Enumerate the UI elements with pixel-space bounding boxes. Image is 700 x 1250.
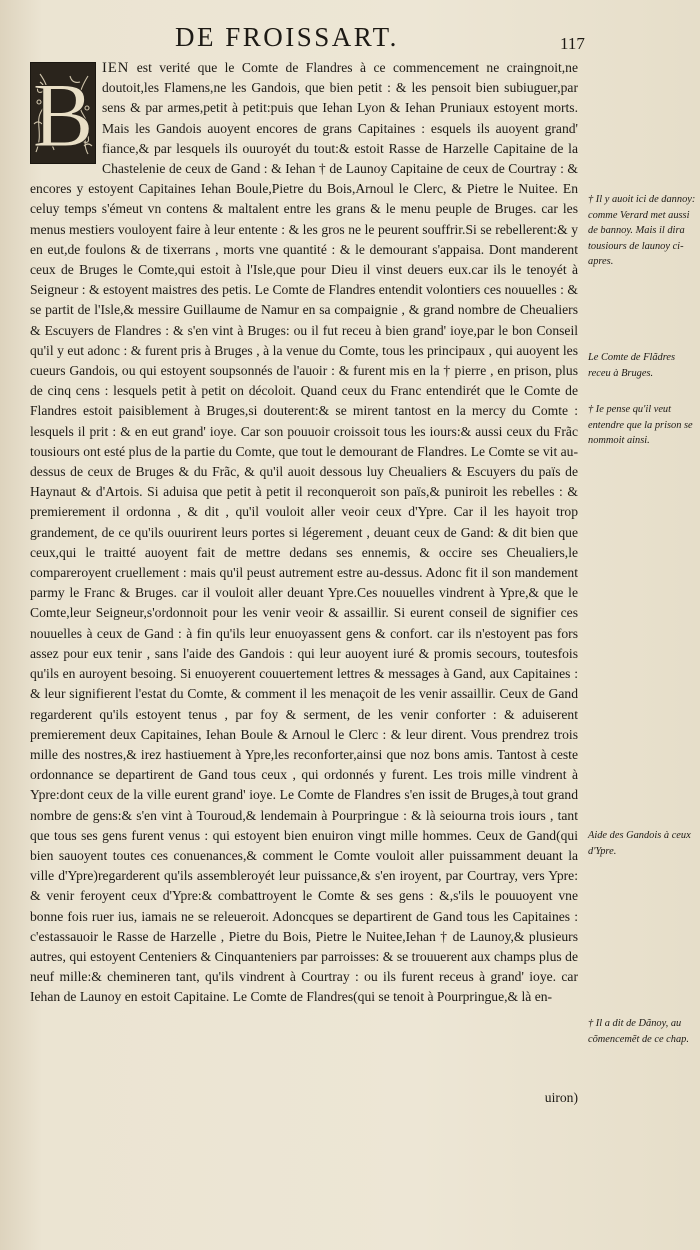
catchword: uiron) — [544, 1090, 578, 1105]
initial-letter: B — [32, 64, 94, 164]
body-paragraph: est verité que le Comte de Flandres à ce commencement ne craingnoit,ne doutoit,les Flamens,ne les Gandois, que bien petit : & les pensoit bien subiuguer,par sens & par armes,petit à petit:puis que Iehan Lyon & Iehan Pruniaux estoyent morts. Mais les Gandois auoyent encores de grans Capitaines : esquels ils auoyent grand' fiance,& par lesquels ils ouuroyét du tout:& estoit Rasse de Harzelle Capitaine de la Chastelenie de ceux de Gand : & Iehan † de Launoy Capitaine de ceux de Courtray : & encores y estoyent Capitaines Iehan Boule,Pietre du Bois,Arnoul le Clerc, & Pietre le Nuitee. En celuy temps s'émeut vn contens & maltalent entre les grans & le menu peuple de Bruges. car les menus mestiers vouloyent faire à leur entente : & les gros ne le peurent souffrir.Si se rebellerent:& y en eut,de foulons & de tixerrans , morts vne quantité : & le demourant s'appaisa. Dont manderent ceux de Bruges le Comte,qui estoit à l'Isle,que pour Dieu il vinst deuers eux.car ils le tenoyét à Seigneur : & estoyent maistres des petis. Le Comte de Flandres entendit volontiers ces nouuelles : & se partit de l'Isle,& messire Guillaume de Namur en sa compaignie , & grand nombre de Cheualiers & Escuyers de Flandres : & s'en vint à Bruges: ou il fut receu à bien grand' ioye,par le bon Conseil qu'il y eut adonc : & furent pris à Bruges , à la venue du Comte, tous les principaux , qui auoyent les cueurs Gandois, ou qui estoyent soupsonnés de l'auoir : & furent mis en la † pierre , en prison, plus de cinq cens : lesquels petit à petit on décoloit. Quand ceux du Franc entendirét que le Comte de Flandres estoit paisiblement à Bruges,si douterent:& se mirent tantost en la mercy du Comte : lesquels il prit : & en eut grand' ioye. Car son pouuoir croissoit tous les iours:& aussi ceux du Frãc tousiours ont esté plus de la partie du Comte, que tout le demourant de Flandres. Le Comte se vit au-dessus de ceux de Bruges & du Frãc, & qu'il auoit dessous luy Cheualiers & Escuyers du païs de Haynaut & d'Artois. Si aduisa que petit à petit il reconqueroit son païs,& puniroit les rebelles : & premierement il ordonna , & dit , qu'il vouloit aller veoir ceux d'Ypre. Car il les hayoit trop grandement, de ce qu'ils ouurirent leurs portes si légerement , deuant ceux de Gand: & dit bien que ceux,qui le traitté auoyent fait de mettre dedans ses ennemis, & occire ses Cheualiers,le compareroyent cruellement : mais qu'il peust autrement estre au-dessus. Adonc fit il son mandement parmy le Franc & Bruges. car il vouloit aller deuant Ypre.Ces nouuelles vindrent à Ypre,& que le Comte,leur Seigneur,s'ordonnoit pour les venir veoir & assaillir. Si eurent conseil de signifier ces nouuelles à ceux de Gand : à fin qu'ils leur enuoyassent gens & confort. car ils n'estoyent pas fors assez pour eux tenir , sans l'aide des Gandois : qui leur auoyent iuré & promis secours, toutesfois qu'ils en auroyent besoing. Si enuoyerent couuertement lettres & messages à Gand, aux Capitaines : & leur signifierent l'estat du Comte, & comment il les menaçoit de les venir assaillir. Ceux de Gand regarderent qu'ils estoyent tenus , par foy & serment, de les venir conforter : & aduiserent premierement deux Capitaines, Iehan Boule & Arnoul le Clerc : & leur dirent. Vous prendrez trois mille des nostres,& irez hastiuement à Ypre,les reconforter,ainsi que noz bons amis. Tantost à ceste ordonnance se departirent de Gand tous ceux , qui ordonnés y furent. Les trois mille vindrent à Ypre:dont ceux de la ville eurent grand' ioye. Le Comte de Flandres s'en issit de Bruges,à tout grand nombre de gens:& s'en vint à Touroud,& lendemain à Pourpringue : & là seiourna trois iours , tant que tous ses gens furent venus : qui estoyent bien enuiron vingt mille hommes. Ceux de Gand(qui bien sauoyent toutes ces conuenances,& comment le Comte vouloit aller puissamment deuant la ville d'Ypre)regarderent qu'ils assembleroyét leur puissance,& s'en iroyent, par Courtray, vers Ypre: & venir feroyent ceux d'Ypre:& combattroyent le Comte & ses gens : &,s'ils le pouuoyent vne bonne fois ruer ius, iamais ne se releueroit. Adoncques se departirent de Gand tous les Capitaines : c'estassauoir le Rasse de Harzelle , Pietre du Bois, Pietre le Nuitee,Iehan † de Launoy,& plusieurs autres, qui estoyent Centeniers & Cinquanteniers par parroisses: & se trouuerent aux champs plus de neuf mille:& chemineren tant, qu'ils vindrent à Courtray : ou ils furent receus à grand' ioye. car Iehan de Launoy en estoit Capitaine. Le Comte de Flandres(qui se tenoit à Pourpringue,& là en- — [30, 60, 578, 1005]
marginal-note-danoy: † Il a dit de Dãnoy, au cõmencemẽt de ce chap. — [588, 1018, 689, 1045]
body-lead-word: IEN — [102, 60, 130, 76]
marginal-note-bruges: Le Comte de Flãdres receu à Bruges. — [588, 352, 676, 379]
marginal-note-aide: Aide des Gandois à ceux d'Ypre. — [588, 830, 691, 857]
page-number: 117 — [560, 34, 585, 53]
running-title: DE FROISSART. — [175, 22, 399, 52]
marginal-note-launoy: † Il y auoit ici de dannoy: comme Verard met aussi de bannoy. Mais il dira tousiours de launoy ci-apres. — [588, 194, 696, 267]
marginal-note-prison: † Ie pense qu'il veut entendre que la prison se nommoit ainsi. — [588, 404, 693, 446]
drop-cap-space — [30, 60, 102, 161]
body-text — [30, 58, 578, 1008]
